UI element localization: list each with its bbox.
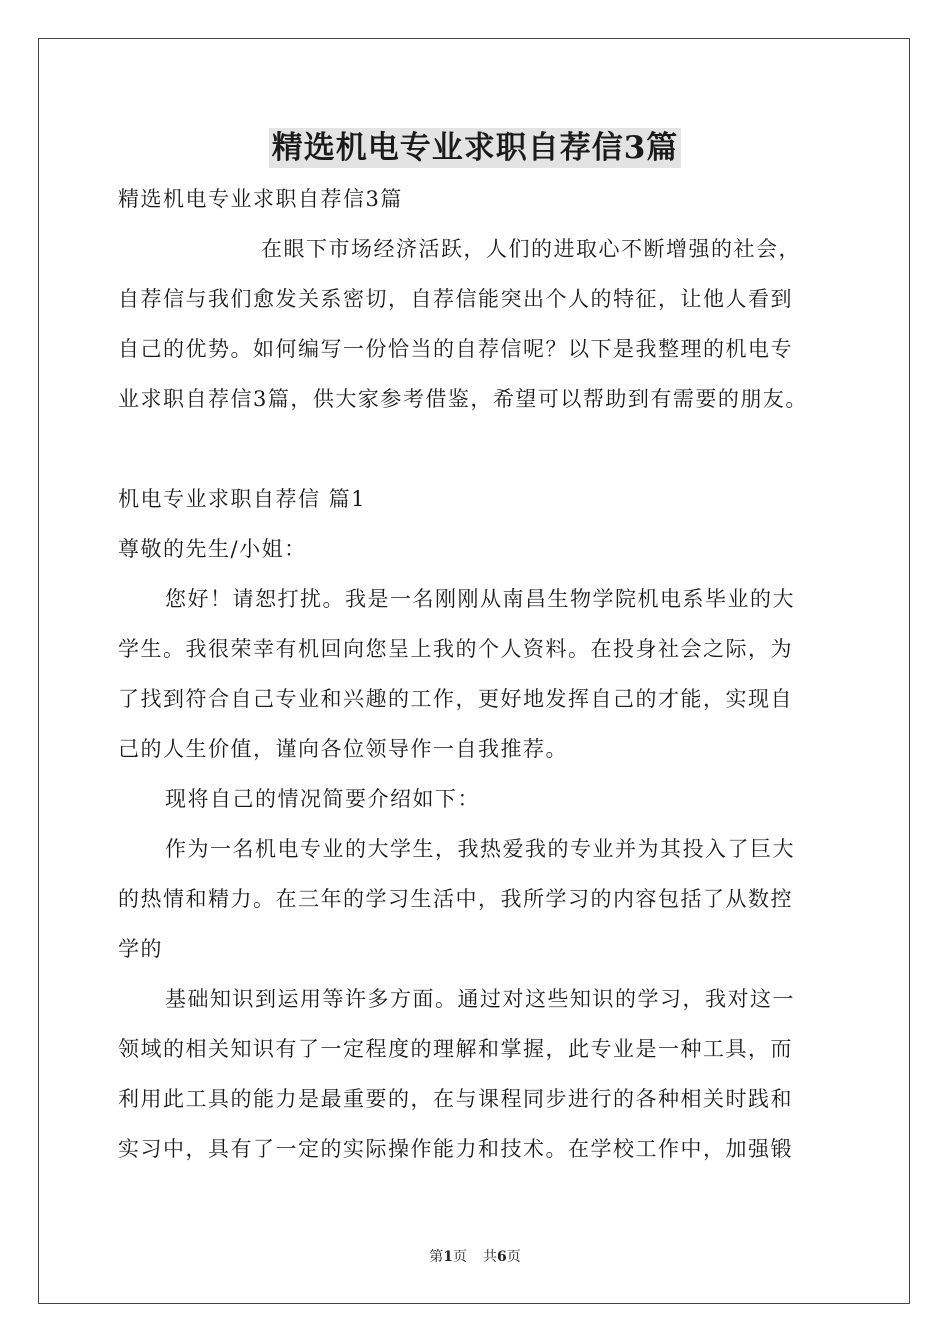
intro-line: 自荐信与我们愈发关系密切，自荐信能突出个人的特征，让他人看到	[118, 287, 793, 311]
document-title: 精选机电专业求职自荐信3篇	[269, 128, 682, 168]
page-total: 6	[497, 1249, 507, 1265]
paragraph-line: 学的	[118, 937, 163, 961]
page-prefix: 第	[429, 1249, 444, 1265]
document-subtitle: 精选机电专业求职自荐信3篇	[118, 187, 403, 211]
total-suffix: 页	[506, 1249, 521, 1265]
salutation: 尊敬的先生/小姐：	[118, 537, 307, 561]
page-suffix: 页	[453, 1249, 467, 1265]
intro-line: 自己的优势。如何编写一份恰当的自荐信呢？以下是我整理的机电专	[118, 337, 793, 361]
total-prefix: 共	[483, 1249, 497, 1265]
paragraph-line: 利用此工具的能力是最重要的，在与课程同步进行的各种相关时践和	[118, 1087, 793, 1111]
paragraph-line: 己的人生价值，谨向各位领导作一自我推荐。	[118, 737, 568, 761]
paragraph-line: 了找到符合自己专业和兴趣的工作，更好地发挥自己的才能，实现自	[118, 687, 793, 711]
paragraph-line: 您好！请恕打扰。我是一名刚刚从南昌生物学院机电系毕业的大	[165, 587, 795, 611]
document-body	[118, 180, 838, 1180]
page-current: 1	[443, 1249, 453, 1265]
paragraph-line: 作为一名机电专业的大学生，我热爱我的专业并为其投入了巨大	[165, 837, 795, 861]
title-wrap	[0, 128, 950, 168]
paragraph-line: 基础知识到运用等许多方面。通过对这些知识的学习，我对这一	[165, 987, 795, 1011]
paragraph-line: 的热情和精力。在三年的学习生活中，我所学习的内容包括了从数控	[118, 887, 793, 911]
blank-line	[118, 430, 838, 480]
paragraph-line: 学生。我很荣幸有机回向您呈上我的个人资料。在投身社会之际，为	[118, 637, 793, 661]
intro-line: 业求职自荐信3篇，供大家参考借鉴，希望可以帮助到有需要的朋友。	[118, 387, 808, 411]
paragraph-line: 现将自己的情况简要介绍如下：	[165, 787, 480, 811]
paragraph-line: 实习中，具有了一定的实际操作能力和技术。在学校工作中，加强锻	[118, 1137, 793, 1161]
intro-line: 在眼下市场经济活跃，人们的进取心不断增强的社会，	[261, 237, 801, 261]
section-heading: 机电专业求职自荐信 篇1	[118, 487, 367, 511]
page-footer	[0, 1246, 950, 1266]
paragraph-line: 领域的相关知识有了一定程度的理解和掌握，此专业是一种工具，而	[118, 1037, 793, 1061]
